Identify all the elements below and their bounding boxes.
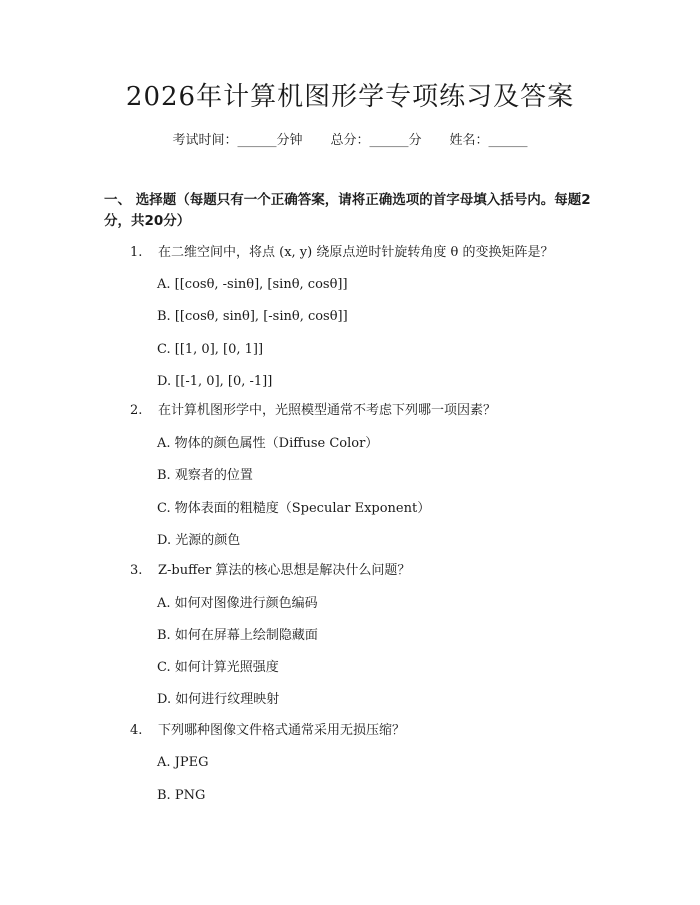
question-1-option-b: B. [[cosθ, sinθ], [-sinθ, cosθ]] (157, 309, 348, 324)
exam-time-field: 考试时间：______分钟 (172, 133, 303, 148)
section-heading-multiple-choice: 一、 选择题（每题只有一个正确答案，请将正确选项的首字母填入括号内。每题2分，共20分） (104, 192, 591, 229)
question-2 (130, 401, 496, 421)
question-number: 1. (130, 245, 143, 260)
question-2-option-a: A. 物体的颜色属性（Diffuse Color） (157, 436, 379, 451)
student-name-field: 姓名：______ (449, 133, 528, 148)
question-1-option-d: D. [[-1, 0], [0, -1]] (157, 374, 273, 389)
question-1-option-c: C. [[1, 0], [0, 1]] (157, 342, 264, 357)
question-number: 2. (130, 403, 143, 418)
question-text: Z-buffer 算法的核心思想是解决什么问题？ (158, 563, 411, 578)
question-3-option-d: D. 如何进行纹理映射 (157, 692, 280, 707)
question-1 (130, 243, 553, 263)
question-number: 3. (130, 563, 143, 578)
question-1-option-a: A. [[cosθ, -sinθ], [sinθ, cosθ]] (157, 277, 348, 292)
question-text: 在计算机图形学中，光照模型通常不考虑下列哪一项因素？ (158, 403, 497, 418)
question-text: 下列哪种图像文件格式通常采用无损压缩？ (158, 723, 406, 738)
question-4-option-a: A. JPEG (157, 755, 209, 770)
total-score-field: 总分：______分 (330, 133, 422, 148)
question-2-option-d: D. 光源的颜色 (157, 533, 241, 548)
question-text: 在二维空间中，将点 (x, y) 绕原点逆时针旋转角度 θ 的变换矩阵是？ (158, 245, 554, 260)
page-title: 2026年计算机图形学专项练习及答案 (125, 82, 575, 112)
exam-info-line (0, 131, 700, 151)
question-3 (130, 561, 410, 581)
question-4 (130, 721, 405, 741)
question-3-option-a: A. 如何对图像进行颜色编码 (157, 596, 318, 611)
question-4-option-b: B. PNG (157, 788, 206, 803)
question-2-option-b: B. 观察者的位置 (157, 468, 253, 483)
question-3-option-c: C. 如何计算光照强度 (157, 660, 279, 675)
question-number: 4. (130, 723, 143, 738)
question-3-option-b: B. 如何在屏幕上绘制隐藏面 (157, 628, 318, 643)
question-2-option-c: C. 物体表面的粗糙度（Specular Exponent） (157, 501, 431, 516)
